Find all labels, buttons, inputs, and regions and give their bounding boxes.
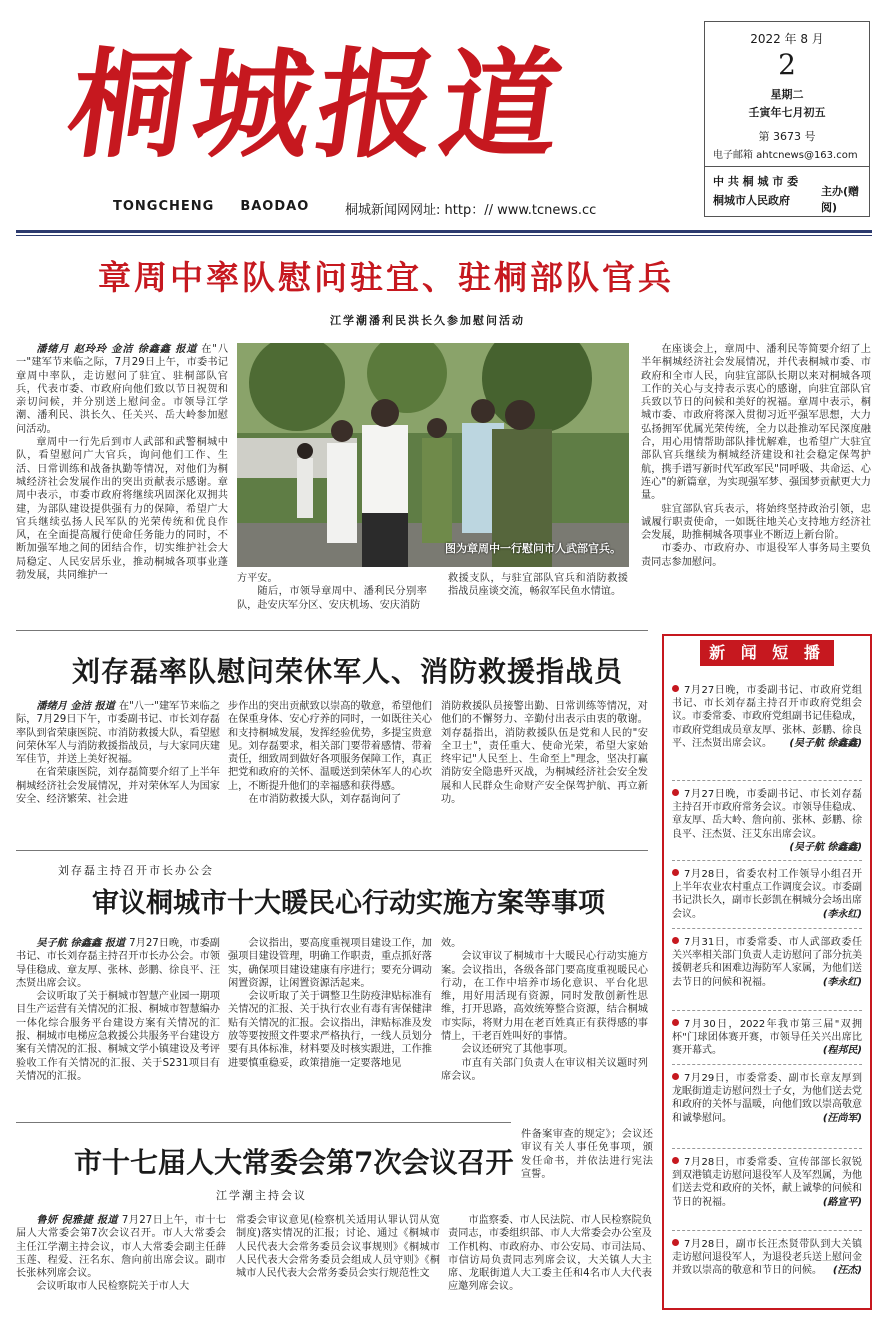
article1-col3-text: 救援支队，与驻宜部队官兵和消防救援指战员座谈交流，畅叙军民鱼水情谊。: [448, 573, 628, 598]
brief-author: (吴子航 徐鑫鑫): [789, 841, 862, 853]
masthead-title: 桐城报道: [60, 35, 576, 174]
article2-headline: 刘存磊率队慰问荣休军人、消防救援指战员: [72, 655, 624, 688]
article4-byline: 鲁妍 倪雅捷 报道: [36, 1215, 118, 1226]
date-box: [704, 21, 870, 217]
email: 电子邮箱 ahtcnews@163.com: [713, 150, 858, 161]
divider: [16, 630, 648, 631]
article2-col3: [441, 700, 648, 844]
publisher-org-2: 桐城市人民政府: [713, 194, 790, 207]
article4-headline: 市十七届人大常委会第7次会议召开: [74, 1146, 514, 1179]
article4-col3top-text: 件备案审查的规定》；会议还审议有关人事任免事项，颁发任命书，并依法进行宪法宣誓。: [521, 1129, 653, 1180]
article2-col2b: 在市消防救援大队，刘存磊询问了: [248, 794, 402, 806]
article4-col1-text: 7月27日上午，市十七届人大常委会第7次会议召开。市人大常委会主任江学潮主持会议，市人大常委会副主任薛玉莲、程爱、汪名东、詹向前出席会议。副市长张林列席会议。: [16, 1215, 226, 1280]
article3-kicker: 刘存磊主持召开市长办公会: [58, 864, 214, 877]
brief-divider: [672, 860, 862, 861]
article3-col3c: 会议还研究了其他事项。: [461, 1044, 574, 1056]
article1-col2: [237, 572, 427, 622]
masthead-rule: [16, 230, 872, 233]
article2-col2: [228, 700, 432, 844]
article1-col1: [16, 343, 228, 621]
date-weekday: 星期二: [770, 88, 804, 101]
bullet-icon: [672, 1019, 679, 1026]
brief-text: 7月31日，市委常委、市人武部政委任关兴率相关部门负责人走访慰问了部分抗美援朝老兵和困难边海防军人家属，为他们送去节日的问候和祝福。: [672, 937, 862, 988]
article1-col3: [448, 572, 628, 622]
article1-col4c: 市委办、市政府办、市退役军人事务局主要负责同志参加慰问。: [641, 543, 871, 568]
brief-divider: [672, 1010, 862, 1011]
brief-item: [672, 1072, 862, 1125]
article2-col1: [16, 700, 220, 844]
news-brief-title: 新 闻 短 播: [700, 640, 834, 666]
bullet-icon: [672, 869, 679, 876]
date-lunar: 壬寅年七月初五: [748, 106, 826, 119]
website-link[interactable]: 桐城新闻网网址: http：// www.tcnews.cc: [345, 203, 597, 218]
issue-number: 第 3673 号: [758, 130, 816, 143]
bullet-icon: [672, 789, 679, 796]
article1-col2-text: 方平安。: [237, 573, 278, 584]
article2-col2-text: 步作出的突出贡献致以崇高的敬意，希望他们在保重身体、安心疗养的同时，一如既往关心和支持桐城发展，发挥经验优势，多提宝贵意见。刘存磊要求，相关部门要带着感情、带着责任，细致周到做好各项服务保障工作，真正把党和政府的关怀、温暖送到荣休军人的心坎上，不断提升他们的幸福感和获得感。: [228, 701, 432, 792]
bullet-icon: [672, 1157, 679, 1164]
article3-col1: [16, 937, 220, 1113]
article1-col4: [641, 343, 871, 619]
article4-col2: [236, 1214, 440, 1314]
brief-item: [672, 1018, 862, 1058]
article1-photo: [237, 343, 629, 567]
article3-col1-text: 7月27日晚，市委副书记、市长刘存磊主持召开市长办公会。市领导佳稳成、章友厚、张林、彭鹏、徐良平、汪杰贤出席会议。: [16, 938, 220, 989]
article4-col3-top: [521, 1128, 653, 1208]
divider: [16, 850, 648, 851]
brief-text: 7月28日，副市长汪杰贤带队到大关镇走访慰问退役军人，为退役老兵送上慰问金并致以崇高的敬意和节日的问候。: [672, 1239, 862, 1277]
brief-item: [672, 1238, 862, 1278]
article3-col2: [228, 937, 432, 1113]
article4-col1b: 会议听取市人民检察院关于市人大: [36, 1281, 190, 1293]
brief-divider: [672, 1148, 862, 1149]
publisher-org-1: 中 共 桐 城 市 委: [713, 175, 799, 188]
brief-item: [672, 684, 862, 750]
article3-headline: 审议桐城市十大暖民心行动实施方案等事项: [92, 888, 605, 919]
article1-headline: 章周中率队慰问驻宜、驻桐部队官兵: [98, 258, 674, 297]
article2-col1-text: 在"八一"建军节来临之际，7月29日下午，市委副书记、市长刘存磊率队到省荣康医院、市消防救援大队，看望慰问荣休军人与消防救援指战员，与大家同庆建军佳节，并送上美好祝福。: [16, 701, 220, 766]
brief-author: (汪尚军): [822, 1112, 862, 1124]
datebox-divider: [705, 166, 869, 167]
brief-author: (程邦民): [822, 1045, 862, 1057]
photo-caption: 图为章周中一行慰问市人武部官兵。: [445, 542, 621, 555]
article4-col3-text: 市监察委、市人民法院、市人民检察院负责同志，市委组织部、市人大常委会办公室及工作机构、市政府办、市公安局、市司法局、市信访局负责同志列席会议，大关镇人大主席、龙眠街道人大工委主任和4名市人大代表应邀列席会议。: [448, 1215, 652, 1293]
article3-col3d: 市直有关部门负责人在审议相关议题时列席会议。: [441, 1057, 648, 1082]
article4-subhead: 江学潮主持会议: [216, 1189, 307, 1202]
pinyin-1: TONGCHENG: [113, 199, 215, 214]
brief-divider: [672, 1230, 862, 1231]
brief-text: 7月28日，省委农村工作领导小组召开上半年农业农村重点工作调度会议。市委副书记洪长久，副市长彭凯在桐城分会场出席会议。: [672, 869, 862, 920]
article3-col3-text: 效。: [441, 938, 462, 949]
masthead-rule-thin: [16, 235, 872, 236]
article3-col3: [441, 937, 648, 1113]
article3-col2-text: 会议指出，要高度重视项目建设工作，加强项目建设管理，明确工作职责，重点抓好落实，确保项目建设建康有序进行；要充分调动闲置资源，让闲置资源活起来。: [228, 938, 432, 989]
divider: [16, 1122, 511, 1123]
brief-text: 7月27日晚，市委副书记、市政府党组书记、市长刘存磊主持召开市政府党组会议。市委常委、市政府党组副书记佳稳成，市政府党组成员章友厚、张林、彭鹏、徐良平、汪杰贤出席会议。: [672, 685, 862, 749]
photo-illustration: [237, 343, 629, 567]
article4-col1: [16, 1214, 226, 1314]
bullet-icon: [672, 685, 679, 692]
pinyin-2: BAODAO: [240, 199, 310, 214]
brief-text: 7月28日，市委常委、宣传部部长叙锐到双港镇走访慰问退役军人及军烈属，为他们送去党和政府的关怀，献上诚挚的问候和节日的祝福。: [672, 1157, 862, 1208]
brief-author: (路宣平): [822, 1196, 862, 1208]
brief-text: 7月27日晚，市委副书记、市长刘存磊主持召开市政府常务会议。市领导佳稳成、章友厚、岳大岭、詹向前、张林、彭鹏、徐良平、汪杰贤、汪艾东出席会议。: [672, 789, 862, 840]
article2-byline: 潘绪月 金洁 报道: [36, 701, 115, 712]
brief-item: [672, 1156, 862, 1209]
brief-author: (李永红): [822, 976, 862, 988]
masthead-pinyin: [113, 199, 335, 214]
article3-col1b: 会议听取了关于桐城市智慧产业园一期项目生产运营有关情况的汇报、桐城市智慧编办一体化综合服务平台建设方案有关情况的汇报、桐城市电梯应急救援公共服务平台建设方案有关情况的汇报、桐城文学小镇建设及考评验收工作有关情况的汇报、关于S231项目有关情况的汇报。: [16, 991, 220, 1082]
brief-author: (李永红): [822, 908, 862, 920]
brief-item: [672, 788, 862, 854]
date-year-month: 2022 年 8 月: [750, 32, 824, 46]
article1-col4b: 驻宜部队官兵表示，将始终坚持政治引领，忠诚履行职责使命，一如既往地关心支持地方经济社会发展，助推桐城各项事业不断迈上新台阶。: [641, 503, 871, 542]
article1-col4-text: 在座谈会上，章周中、潘利民等简要介绍了上半年桐城经济社会发展情况，并代表桐城市委、市政府和全市人民，向驻宜部队长期以来对桐城各项工作的关心与支持表示衷心的感谢，向驻宜部队官兵致以节日的问候和美好的祝福。章周中表示，桐城市委、市政府将深入贯彻习近平强军思想，大力弘扬拥军优属光荣传统，全力以赴推动军民深度融合，用心用情帮助部队排忧解难，也希望广大驻宜部队官兵继续为桐城经济建设和社会稳定保驾护航，携手谱写新时代军政军民"同呼吸、共命运、心连心"的新篇章，为实现强军梦、强国梦贡献更大力量。: [641, 344, 871, 502]
brief-divider: [672, 928, 862, 929]
bullet-icon: [672, 1073, 679, 1080]
brief-author: (吴子航 徐鑫鑫): [789, 737, 862, 749]
bullet-icon: [672, 1239, 679, 1246]
article1-byline: 潘绪月 赵玲玲 金洁 徐鑫鑫 报道: [36, 344, 198, 355]
brief-text: 7月29日，市委常委、副市长章友厚到龙眠街道走访慰问烈士子女，为他们送去党和政府的关怀与温暖，向他们致以崇高敬意和诚挚慰问。: [672, 1073, 862, 1124]
host-label: 主办(赠阅): [821, 185, 860, 214]
article2-col3-text: 消防救援队员接警出勤、日常训练等情况，对他们的不懈努力、辛勤付出表示由衷的敬谢。刘存磊指出，消防救援队伍是党和人民的"安全卫士"，责任重大、使命光荣，希望大家始终牢记"人民至上、生命至上"理念，坚决打赢消防安全隐患歼灭战，为桐城经济社会安全发展和人民群众生命财产安全保驾护航、再立新功。: [441, 701, 648, 806]
brief-text: 7月30日，2022年我市第三届"双拥杯"门球团体赛开赛，市领导任关兴出席比赛开幕式。: [672, 1019, 862, 1057]
brief-divider: [672, 780, 862, 781]
brief-item: [672, 868, 862, 921]
article3-col3b: 会议审议了桐城市十大暖民心行动实施方案。会议指出，各级各部门要高度重视暖民心行动，在工作中培养市场化意识、平台化思维，用好用活现有资源，同时发散创新性思维，打开思路，高效统筹整合资源，结合桐城市实际，将财力用在老百姓真正有获得感的事情上，干老百姓叫好的事情。: [441, 951, 648, 1043]
news-brief-box: [662, 634, 872, 1310]
article1-col1b: 章周中一行先后到市人武部和武警桐城中队，看望慰问广大官兵，询问他们工作、生活、日常训练和战备执勤等情况，对他们为桐城经济社会发展作出的突出贡献表示感谢。章周中表示，市委市政府将继续巩固深化双拥共建，为部队建设提供强有力的保障，希望广大官兵继续弘扬人民军队的光荣传统和优良作风，在全面提高履行使命任务能力的同时，不断加强军地之间的团结合作，切实维护社会大局稳定、人民安居乐业，推动桐城各项事业蓬勃发展，共同维护一: [16, 437, 228, 582]
brief-author: (汪杰): [832, 1265, 862, 1277]
article4-col2-text: 常委会审议意见(检察机关适用认罪认罚从宽制度)落实情况的汇报；讨论、通过《桐城市人民代表大会常务委员会议事规则》《桐城市人民代表大会常务委员会组成人员守则》《桐城市人民代表大会常务委员会实行规范性文: [236, 1215, 440, 1280]
article1-col1-text: 在"八一"建军节来临之际，7月29日上午，市委书记章周中率队，走访慰问了驻宜、驻桐部队官兵，代表市委、市政府向他们致以节日祝贺和亲切问候，并分别送上慰问金。市领导江学潮、潘利民、洪长久、任关兴、岳大岭参加慰问活动。: [16, 344, 228, 435]
article2-col1b: 在省荣康医院，刘存磊简要介绍了上半年桐城经济社会发展情况，并对荣休军人为国家安全、经济繁荣、社会进: [16, 767, 220, 806]
article1-subhead: 江学潮潘利民洪长久参加慰问活动: [330, 314, 525, 327]
article1-col2b: 随后，市领导章周中、潘利民分别率队，赴安庆军分区、安庆机场、安庆消防: [237, 586, 427, 611]
date-day: 2: [778, 48, 796, 81]
article3-byline: 吴子航 徐鑫鑫 报道: [36, 938, 126, 949]
brief-item: [672, 936, 862, 989]
article4-col3: [448, 1214, 652, 1314]
brief-divider: [672, 1064, 862, 1065]
bullet-icon: [672, 937, 679, 944]
article3-col2b: 会议听取了关于调整卫生防疫津贴标准有关情况的汇报、关于执行农业有毒有害保健津贴有关情况的汇报。会议指出，津贴标准及发放等要按照文件要求严格执行，一线人员划分要有具体标准，材料要及时核实跟进，工作推进要慎重稳妥，政策措施一定要落地见: [228, 991, 432, 1069]
